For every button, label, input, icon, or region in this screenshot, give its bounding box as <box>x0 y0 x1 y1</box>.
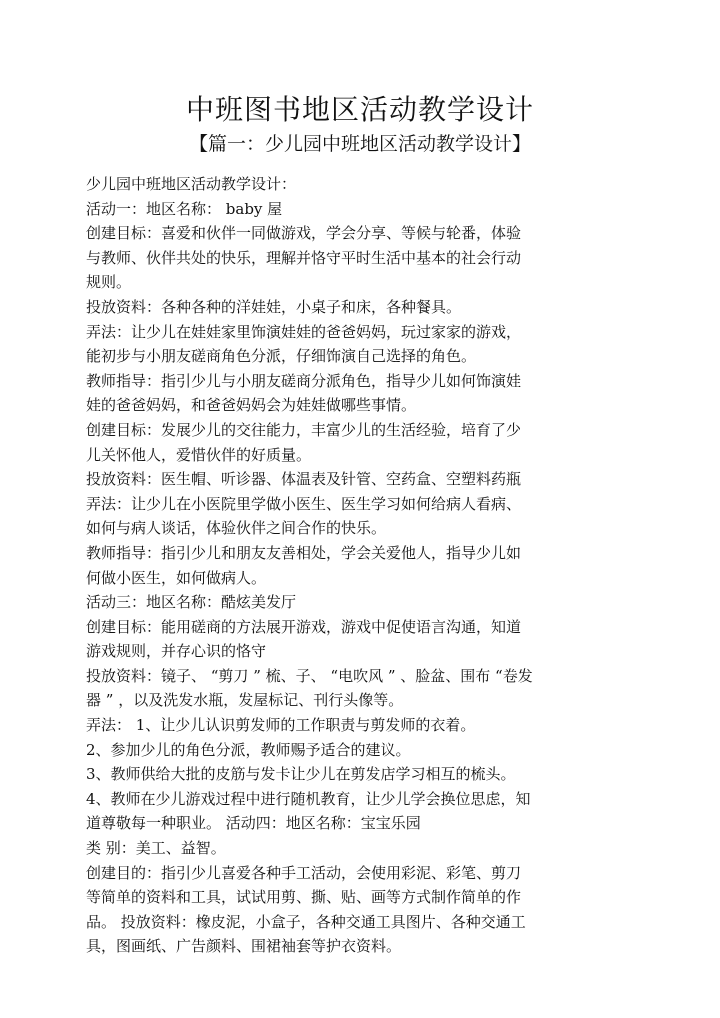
text-line: 弄法： 1、让少儿认识剪发师的工作职责与剪发师的衣着。 <box>86 716 476 735</box>
paragraph <box>86 172 646 197</box>
text-line: 与教师、伙伴共处的快乐，理解并恪守平时生活中基本的社会行动 <box>86 248 522 267</box>
text-line: 具，图画纸、广告颜料、围裙袖套等护衣资料。 <box>86 937 402 956</box>
text-line: 道尊敬每一种职业。 活动四：地区名称：宝宝乐园 <box>86 814 421 833</box>
paragraph <box>86 197 646 222</box>
text-line: 创建目的：指引少儿喜爱各种手工活动，会使用彩泥、彩笔、剪刀 <box>86 863 522 882</box>
document-body <box>86 172 646 959</box>
text-line: 投放资料：医生帽、听诊器、体温表及针管、空药盒、空塑料药瓶 <box>86 470 522 489</box>
paragraph <box>86 615 646 664</box>
text-line: 2、参加少儿的角色分派，教师赐予适合的建议。 <box>86 740 411 759</box>
paragraph <box>86 861 646 959</box>
paragraph <box>86 369 646 418</box>
text-line: 品。 投放资料：橡皮泥，小盒子，各种交通工具图片、各种交通工 <box>86 912 526 931</box>
text-line: 如何与病人谈话，体验伙伴之间合作的快乐。 <box>86 519 387 538</box>
text-line: 少儿园中班地区活动教学设计： <box>86 175 297 193</box>
text-line: 规则。 <box>86 273 132 292</box>
paragraph <box>86 762 646 787</box>
text-line: 3、教师供给大批的皮筋与发卡让少儿在剪发店学习相互的梳头。 <box>86 765 516 784</box>
text-line: 器 ” ，以及洗发水瓶，发屋标记、刊行头像等。 <box>86 691 404 710</box>
text-line: 教师指导：指引少儿与小朋友磋商分派角色，指导少儿如何饰演娃 <box>86 371 522 390</box>
text-line: 投放资料：各种各种的洋娃娃，小桌子和床，各种餐具。 <box>86 297 462 316</box>
paragraph <box>86 467 646 541</box>
paragraph <box>86 320 646 369</box>
text-line: 活动一：地区名称： baby 屋 <box>86 199 283 218</box>
paragraph <box>86 713 646 738</box>
text-line: 儿关怀他人，爱惜伙伴的好质量。 <box>86 445 312 464</box>
text-line: 娃的爸爸妈妈，和爸爸妈妈会为娃娃做哪些事情。 <box>86 396 417 415</box>
text-line: 弄法：让少儿在小医院里学做小医生、医生学习如何给病人看病、 <box>86 494 522 513</box>
paragraph <box>86 418 646 467</box>
paragraph <box>86 664 646 713</box>
paragraph <box>86 221 646 295</box>
paragraph <box>86 541 646 590</box>
paragraph <box>86 295 646 320</box>
paragraph <box>86 787 646 836</box>
text-line: 4、教师在少儿游戏过程中进行随机教育，让少儿学会换位思虑，知 <box>86 789 531 808</box>
document-subtitle: 【篇一：少儿园中班地区活动教学设计】 <box>188 133 531 155</box>
text-line: 创建目标：发展少儿的交往能力，丰富少儿的生活经验，培育了少 <box>86 420 522 439</box>
text-line: 投放资料：镜子、 “剪刀 ” 梳、子、 “电吹风 ” 、脸盆、围布 “卷发 <box>86 666 533 685</box>
paragraph <box>86 590 646 615</box>
text-line: 何做小医生，如何做病人。 <box>86 568 267 587</box>
document-title: 中班图书地区活动教学设计 <box>185 93 534 126</box>
text-line: 能初步与小朋友磋商角色分派，仔细饰演自己选择的角色。 <box>86 347 477 366</box>
paragraph <box>86 738 646 763</box>
text-line: 弄法：让少儿在娃娃家里饰演娃娃的爸爸妈妈，玩过家家的游戏， <box>86 322 522 341</box>
text-line: 教师指导：指引少儿和朋友友善相处，学会关爱他人，指导少儿如 <box>86 543 522 562</box>
text-line: 等简单的资料和工具，试试用剪、撕、贴、画等方式制作简单的作 <box>86 888 522 907</box>
text-line: 创建目标：喜爱和伙伴一同做游戏，学会分享、等候与轮番，体验 <box>86 224 522 243</box>
text-line: 创建目标：能用磋商的方法展开游戏，游戏中促使语言沟通，知道 <box>86 617 522 636</box>
text-line: 活动三：地区名称：酷炫美发厅 <box>86 593 297 612</box>
paragraph <box>86 836 646 861</box>
text-line: 游戏规则，并存心识的恪守 <box>86 642 267 661</box>
text-line: 类 别：美工、益智。 <box>86 839 226 858</box>
